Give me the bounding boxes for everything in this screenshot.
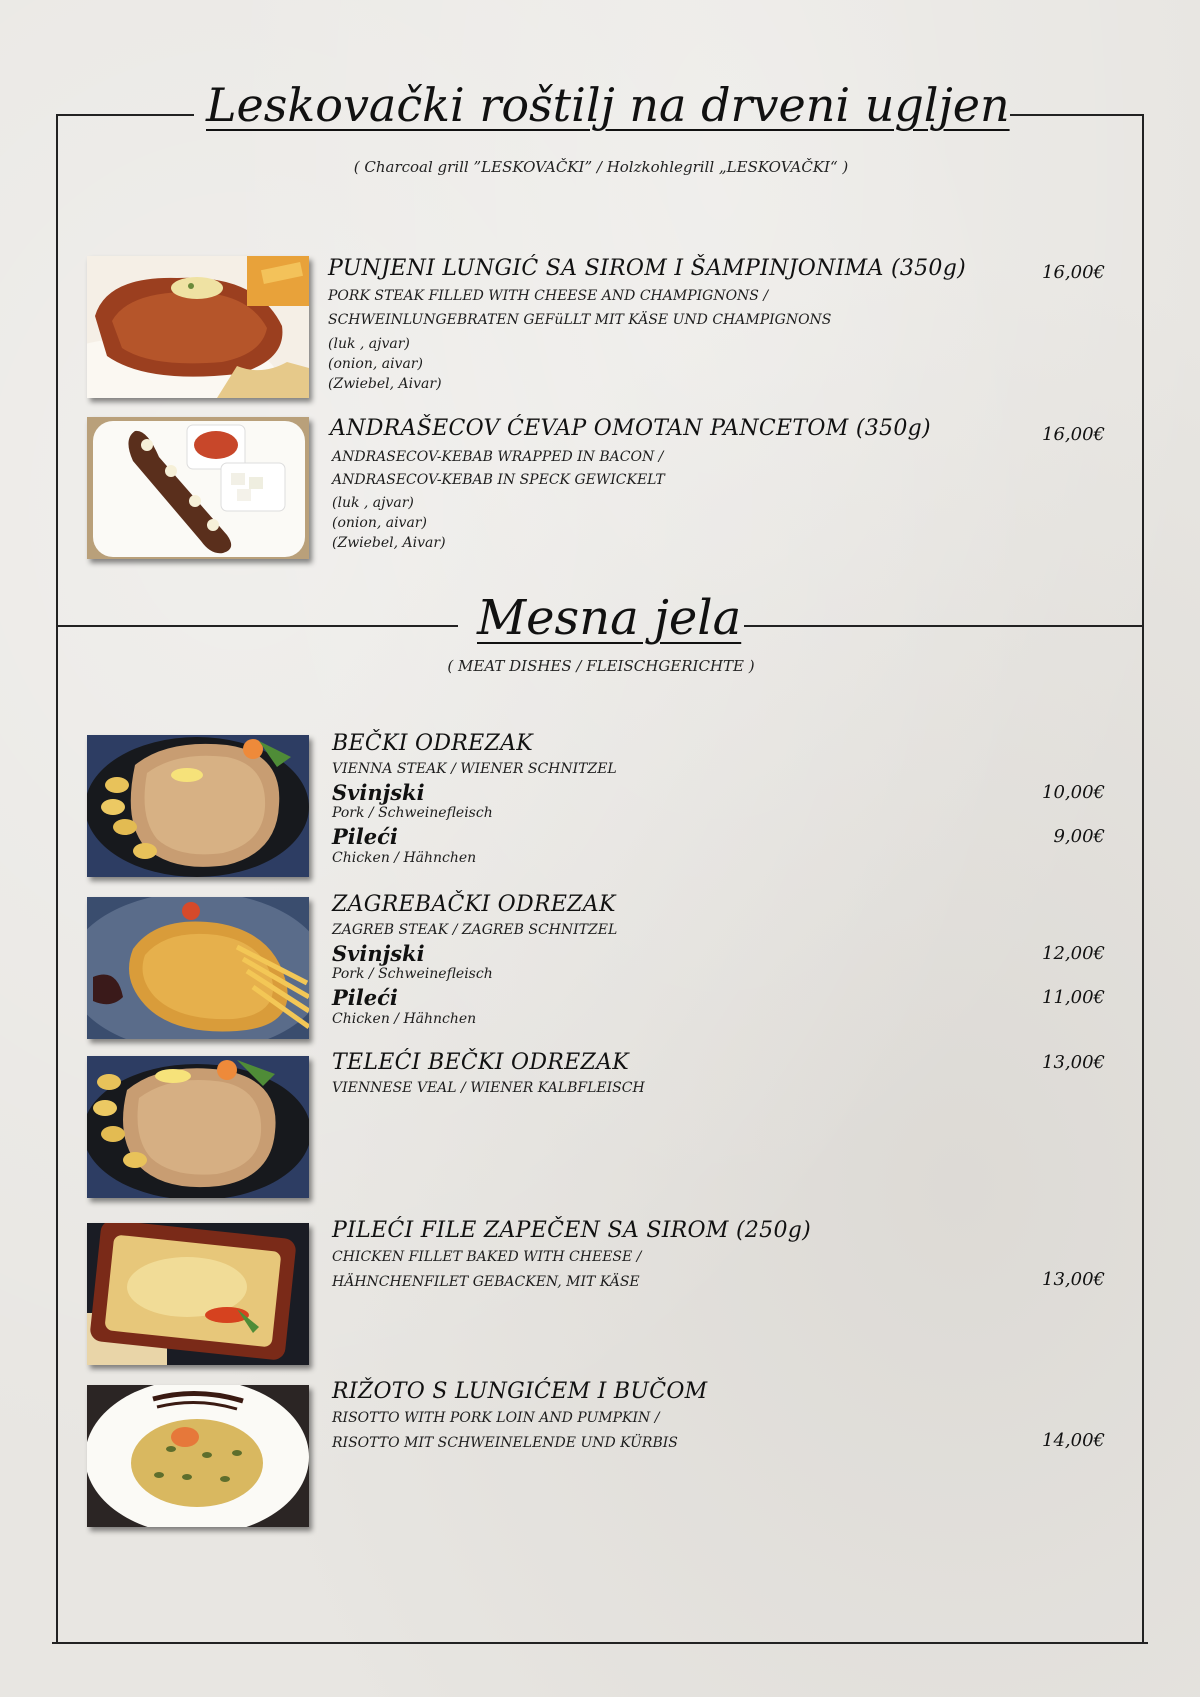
item-name: BEČKI ODREZAK <box>332 731 533 756</box>
item-name: ZAGREBAČKI ODREZAK <box>332 892 616 917</box>
pork-steak-photo <box>87 256 309 398</box>
frame-left-line <box>56 114 58 1644</box>
item-description: SCHWEINLUNGEBRATEN GEFüLLT MIT KÄSE UND CHAMPIGNONS <box>328 312 832 328</box>
frame-top-right-line <box>1010 114 1144 116</box>
variant-price: 9,00€ <box>1053 826 1105 847</box>
item-price: 13,00€ <box>1042 1052 1105 1073</box>
item-name: RIŽOTO S LUNGIĆEM I BUČOM <box>332 1379 708 1404</box>
item-side: (onion, aivar) <box>328 356 423 372</box>
divider-right-line <box>744 625 1144 627</box>
cevap-photo <box>87 417 309 559</box>
item-description: PORK STEAK FILLED WITH CHEESE AND CHAMPIGNONS / <box>328 288 769 304</box>
item-side: (Zwiebel, Aivar) <box>328 376 442 392</box>
item-price: 14,00€ <box>1042 1430 1105 1451</box>
risotto-photo <box>87 1385 309 1527</box>
item-description: VIENNA STEAK / WIENER SCHNITZEL <box>332 761 617 777</box>
variant-name: Svinjski <box>332 941 425 966</box>
veal-steak-photo <box>87 1056 309 1198</box>
item-name: TELEĆI BEČKI ODREZAK <box>332 1050 630 1075</box>
variant-name: Svinjski <box>332 780 425 805</box>
item-price: 13,00€ <box>1042 1269 1105 1290</box>
chicken-fillet-photo <box>87 1223 309 1365</box>
grill-section-title: Leskovački roštilj na drveni ugljen <box>206 78 1010 132</box>
item-description: RISOTTO MIT SCHWEINELENDE UND KÜRBIS <box>332 1435 678 1451</box>
item-description: ANDRASECOV-KEBAB WRAPPED IN BACON / <box>332 449 664 465</box>
variant-price: 10,00€ <box>1042 782 1105 803</box>
variant-price: 11,00€ <box>1042 987 1105 1008</box>
variant-description: Pork / Schweinefleisch <box>332 805 493 821</box>
frame-top-left-line <box>56 114 194 116</box>
item-name: ANDRAŠECOV ĆEVAP OMOTAN PANCETOM (350g) <box>330 416 931 441</box>
divider-left-line <box>56 625 458 627</box>
item-price: 16,00€ <box>1042 424 1105 445</box>
meat-section-subtitle: ( MEAT DISHES / FLEISCHGERICHTE ) <box>447 657 755 675</box>
item-side: (luk , ajvar) <box>332 495 414 511</box>
variant-description: Pork / Schweinefleisch <box>332 966 493 982</box>
item-name: PILEĆI FILE ZAPEČEN SA SIROM (250g) <box>332 1218 812 1243</box>
frame-right-line <box>1142 114 1144 1644</box>
item-description: VIENNESE VEAL / WIENER KALBFLEISCH <box>332 1080 645 1096</box>
variant-name: Pileći <box>332 824 398 849</box>
zagreb-steak-photo <box>87 897 309 1039</box>
item-name: PUNJENI LUNGIĆ SA SIROM I ŠAMPINJONIMA (350g) <box>328 256 966 281</box>
item-description: ANDRASECOV-KEBAB IN SPECK GEWICKELT <box>332 472 665 488</box>
item-description: HÄHNCHENFILET GEBACKEN, MIT KÄSE <box>332 1274 640 1290</box>
item-side: (onion, aivar) <box>332 515 427 531</box>
variant-price: 12,00€ <box>1042 943 1105 964</box>
grill-section-subtitle: ( Charcoal grill ”LESKOVAČKI” / Holzkohlegrill „LESKOVAČKI“ ) <box>353 158 849 176</box>
variant-description: Chicken / Hähnchen <box>332 850 477 866</box>
variant-description: Chicken / Hähnchen <box>332 1011 477 1027</box>
item-description: ZAGREB STEAK / ZAGREB SCHNITZEL <box>332 922 618 938</box>
frame-bottom-line <box>52 1642 1148 1644</box>
item-price: 16,00€ <box>1042 262 1105 283</box>
meat-section-title: Mesna jela <box>477 590 742 646</box>
variant-name: Pileći <box>332 985 398 1010</box>
item-side: (Zwiebel, Aivar) <box>332 535 446 551</box>
item-side: (luk , ajvar) <box>328 336 410 352</box>
item-description: RISOTTO WITH PORK LOIN AND PUMPKIN / <box>332 1410 660 1426</box>
vienna-steak-photo <box>87 735 309 877</box>
item-description: CHICKEN FILLET BAKED WITH CHEESE / <box>332 1249 642 1265</box>
